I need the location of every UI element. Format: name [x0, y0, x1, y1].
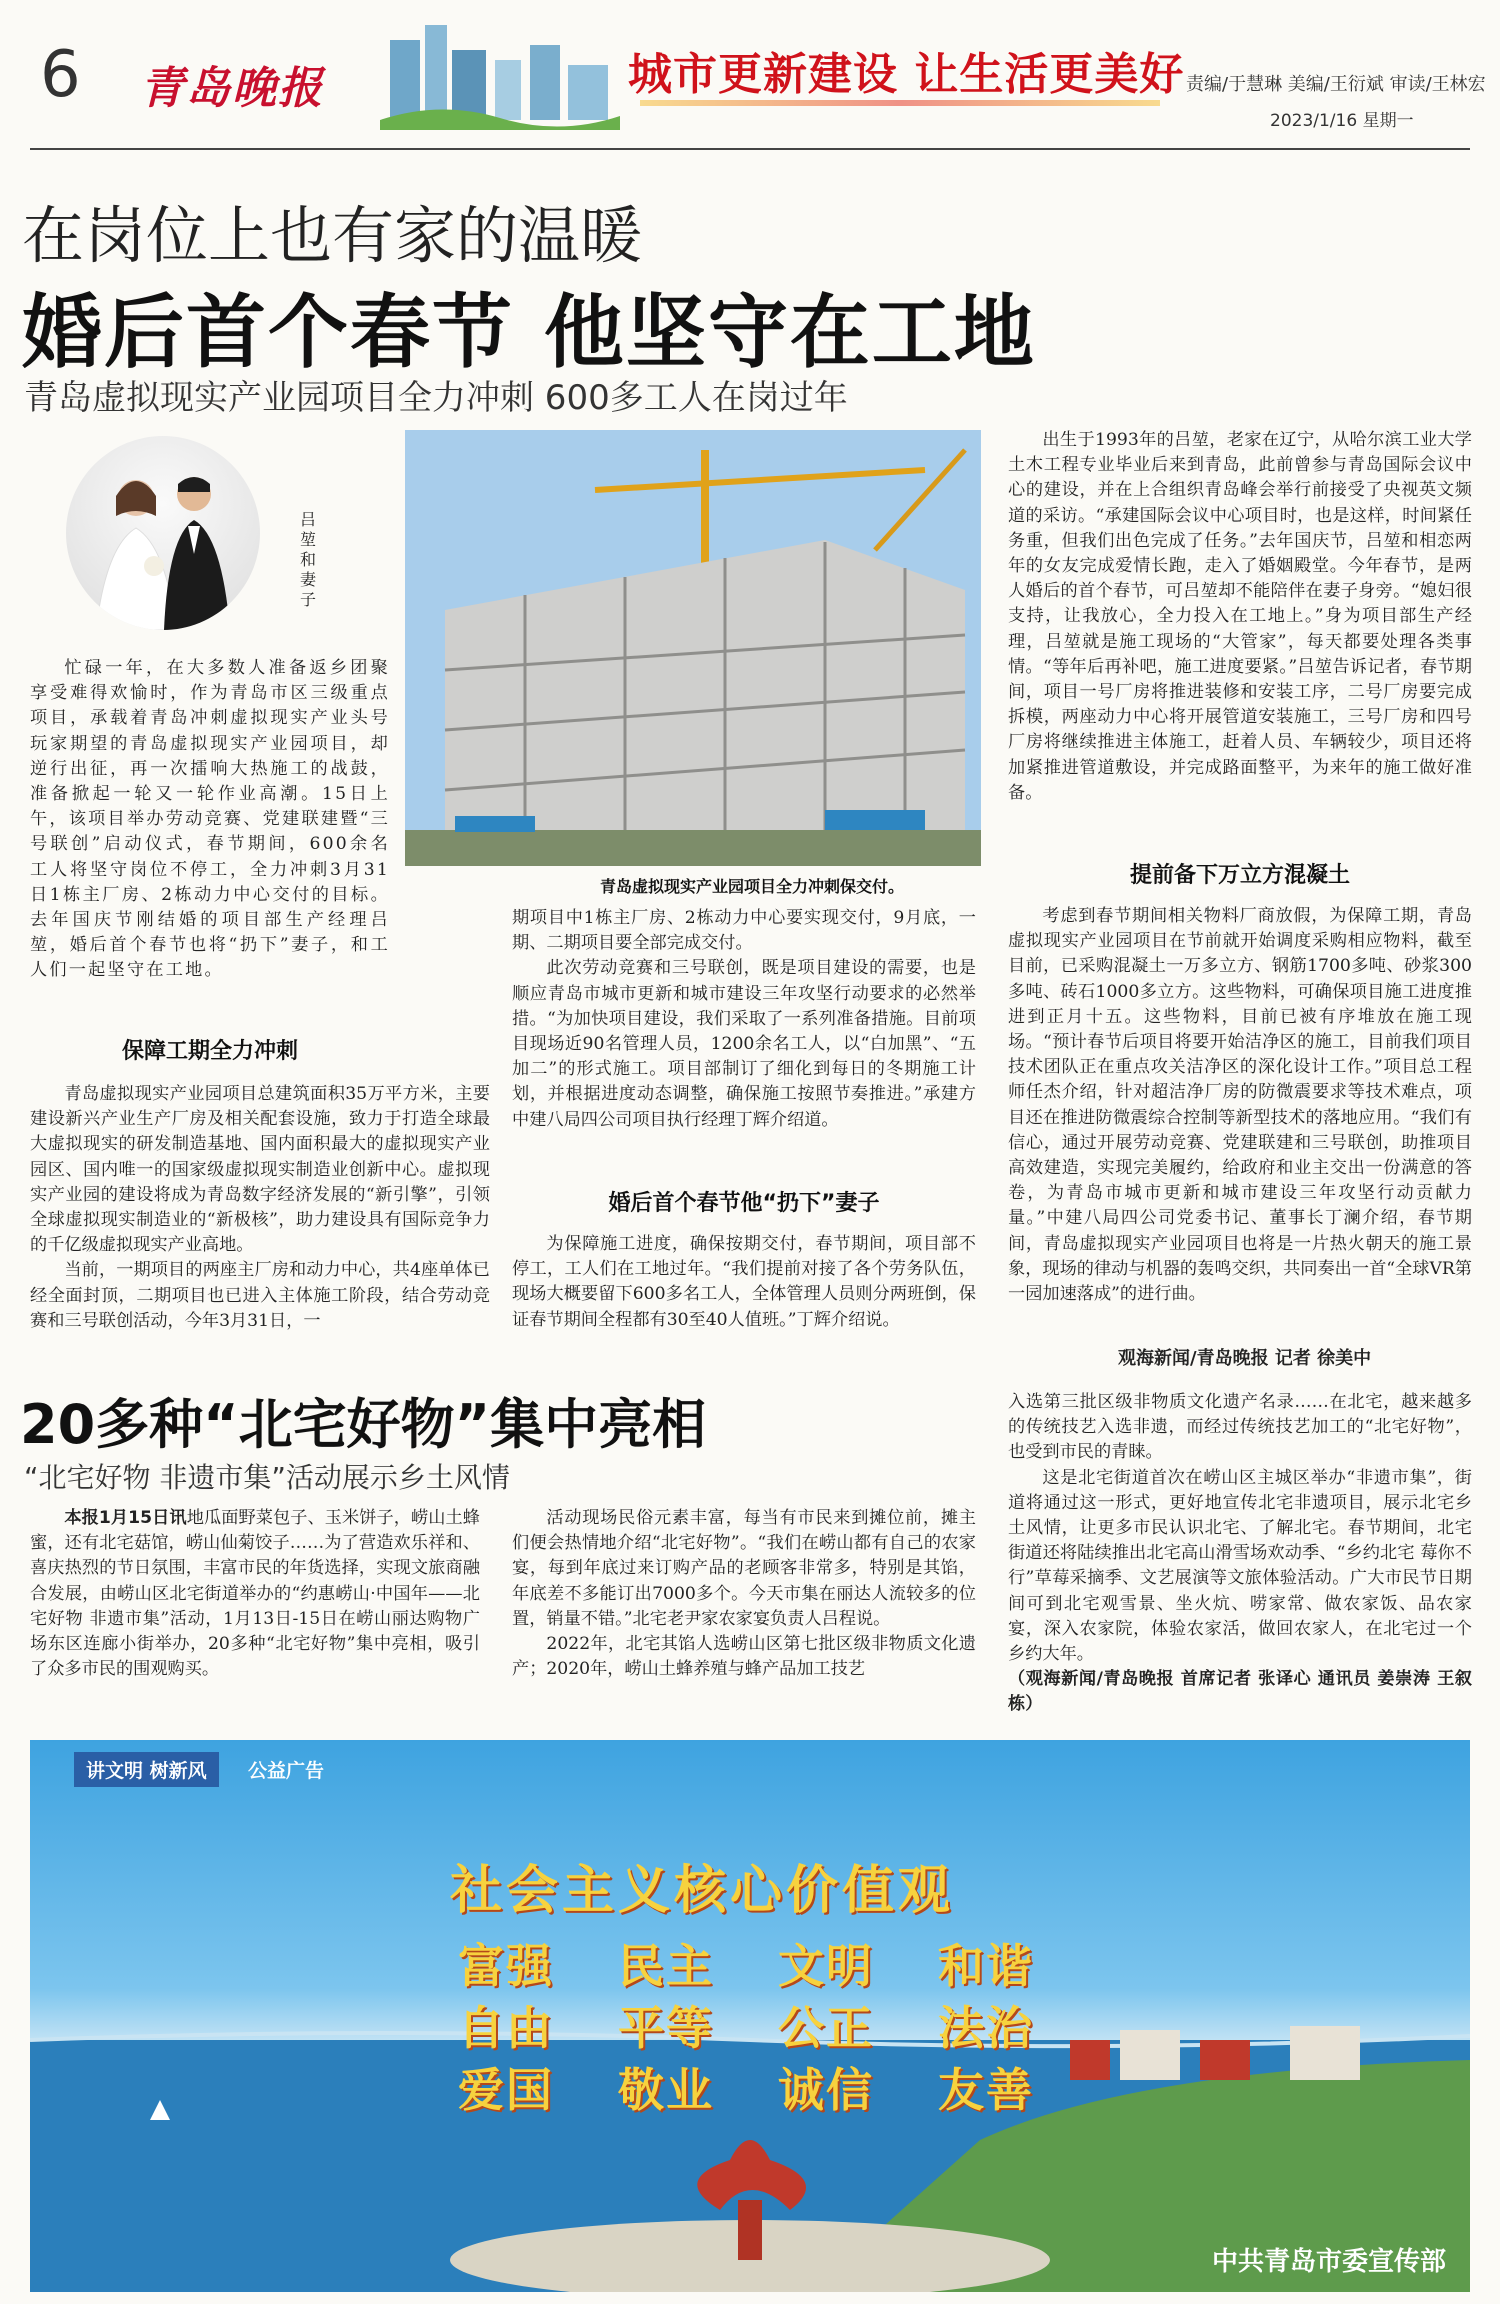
- story1-col1-intro: [30, 656, 390, 984]
- issue-date: 2023/1/16 星期一: [1270, 111, 1414, 131]
- story1-col3-paragraph1: 出生于1993年的吕堃，老家在辽宁，从哈尔滨工业大学土木工程专业毕业后来到青岛，此前曾参与青岛国际会议中心的建设，并在上合组织青岛峰会举行前接受了央视英文频道的采访。“承建国际会议中心项目时，也是这样，时间紧任务重，但我们出色完成了任务。”去年国庆节，吕堃和相恋两年的女友完成爱情长跑，走入了婚姻殿堂。今年春节，是两人婚后的首个春节，可吕堃却不能陪伴在妻子身旁。“媳妇很支持，让我放心，全力投入在工地上。”身为项目部生产经理，吕堃就是施工现场的“大管家”，每天都要处理各类事情。“等年后再补吧，施工进度要紧。”吕堃告诉记者，春节期间，项目一号厂房将推进装修和安装工序，二号厂房要完成拆模，两座动力中心将开展管道安装施工，三号厂房和四号厂房将继续推进主体施工，赶着人员、车辆较少，项目还将加紧推进管道敷设，并完成路面整平，为来年的施工做好准备。: [1008, 430, 1472, 803]
- story1-col2-paragraph3: 为保障施工进度，确保按期交付，春节期间，项目部不停工，工人们在工地过年。“我们提前对接了各个劳务队伍，现场大概要留下600多名工人，全体管理人员则分两班倒，保证春节期间全程都有30至40人值班。”丁辉介绍说。: [512, 1234, 976, 1330]
- ad-tag: 讲文明 树新风: [74, 1752, 219, 1787]
- story1-col1-body: [30, 1082, 490, 1334]
- core-value: 诚信: [778, 2063, 874, 2117]
- city-skyline-illustration: [380, 20, 620, 130]
- seaside-scene-image: [30, 1740, 1470, 2292]
- story1-section2-heading: 婚后首个春节他“扔下”妻子: [608, 1191, 880, 1216]
- story2-col1: [30, 1506, 480, 1682]
- core-value: 文明: [778, 1939, 874, 1993]
- story1-byline: 观海新闻/青岛晚报 记者 徐美中: [1118, 1348, 1372, 1369]
- story1-col3-body2: [1008, 904, 1472, 1307]
- story2-col2-paragraph1: 活动现场民俗元素丰富，每当有市民来到摊位前，摊主们便会热情地介绍“北宅好物”。“我们在崂山都有自己的农家宴，每到年底过来订购产品的老顾客非常多，特别是其馅，年底差不多能订出7000多个。今天市集在丽达人流较多的位置，销量不错。”北宅老尹家农家宴负责人吕程说。: [512, 1508, 976, 1629]
- core-value: 自由: [458, 2001, 554, 2055]
- section-slogan: 城市更新建设 让生活更美好: [628, 49, 1185, 100]
- story1-col3-paragraph2: 考虑到春节期间相关物料厂商放假，为保障工期，青岛虚拟现实产业园项目在节前就开始调度采购相应物料，截至目前，已采购混凝土一万多立方、钢筋1700多吨、砂浆300多吨、砖石1000多立方。这些物料，可确保项目施工进度推进到正月十五。这些物料，目前已被有序堆放在施工现场。“预计春节后项目将要开始洁净区的施工，目前我们项目技术团队正在重点攻关洁净区的深化设计工作。”项目总工程师任杰介绍，针对超洁净厂房的防微震要求等技术难点，项目还在推进防微震综合控制等新型技术的落地应用。“我们有信心，通过开展劳动竞赛、党建联建和三号联创，助推项目高效建造，实现完美履约，给政府和业主交出一份满意的答卷，为青岛市城市更新和城市建设三年攻坚行动贡献力量。”中建八局四公司党委书记、董事长丁澜介绍，春节期间，青岛虚拟现实产业园项目也将是一片热火朝天的施工景象，现场的律动与机器的轰鸣交织，共同奏出一首“全球VR第一园加速落成”的进行曲。: [1008, 906, 1472, 1305]
- core-value: 富强: [458, 1939, 554, 1993]
- story1-col2-paragraph2: 此次劳动竞赛和三号联创，既是项目建设的需要，也是顺应青岛市城市更新和城市建设三年攻坚行动要求的必然举措。“为加快项目建设，我们采取了一系列准备措施。目前项目现场近90名管理人员，1200余名工人，以“白加黑”、“五加二”的形式施工。项目部制订了细化到每日的冬期施工计划，并根据进度动态调整，确保施工按照节奏推进。”承建方中建八局四公司项目执行经理丁辉介绍道。: [512, 958, 976, 1130]
- editor-credits: 责编/于慧琳 美编/王衍斌 审读/王林宏: [1186, 74, 1486, 95]
- story2-dateline: 本报1月15日讯: [64, 1508, 187, 1528]
- story2-col1-text: 地瓜面野菜包子、玉米饼子，崂山土蜂蜜，还有北宅菇馆，崂山仙菊饺子……为了营造欢乐祥和、喜庆热烈的节日氛围，丰富市民的年货选择，实现文旅商融合发展，由崂山区北宅街道举办的“约惠崂山·中国年——北宅好物 非遗市集”活动，1月13日-15日在崂山丽达购物广场东区连廊小街举办，20多种“北宅好物”集中亮相，吸引了众多市民的围观购买。: [30, 1508, 480, 1680]
- core-value: 友善: [938, 2063, 1034, 2117]
- couple-portrait: [66, 436, 260, 630]
- story1-sec1-paragraph2: 当前，一期项目的两座主厂房和动力中心，共4座单体已经全面封顶，二期项目也已进入主体施工阶段，结合劳动竞赛和三号联创活动，今年3月31日，一: [30, 1260, 490, 1331]
- story1-sec1-paragraph1: 青岛虚拟现实产业园项目总建筑面积35万平方米，主要建设新兴产业生产厂房及相关配套设施，致力于打造全球最大虚拟现实的研发制造基地、国内面积最大的虚拟现实产业园区、国内唯一的国家级虚拟现实制造业创新中心。虚拟现实产业园的建设将成为青岛数字经济发展的“新引擎”，引领全球虚拟现实制造业的“新极核”，助力建设具有国际竞争力的千亿级虚拟现实产业高地。: [30, 1084, 490, 1256]
- public-service-ad: [30, 1740, 1470, 2292]
- core-value: 和谐: [938, 1939, 1034, 1993]
- story1-subhead: 青岛虚拟现实产业园项目全力冲刺 600多工人在岗过年: [24, 378, 848, 418]
- portrait-caption: 吕堃和妻子: [300, 510, 317, 609]
- story1-section3-heading: 提前备下万立方混凝土: [1129, 863, 1350, 888]
- ad-tag-label: 公益广告: [248, 1760, 325, 1782]
- story1-col2-body: [512, 906, 976, 1133]
- story2-col3-paragraph1: 入选第三批区级非物质文化遗产名录……在北宅，越来越多的传统技艺入选非遗，而经过传统技艺加工的“北宅好物”，也受到市民的青睐。: [1008, 1392, 1472, 1463]
- masthead-logo: 青岛晚报: [140, 63, 324, 114]
- story2-byline: （观海新闻/青岛晚报 首席记者 张译心 通讯员 姜崇涛 王叙栋）: [1008, 1669, 1472, 1715]
- photo-caption: 青岛虚拟现实产业园项目全力冲刺保交付。: [600, 877, 905, 896]
- page-number: 6: [40, 38, 81, 112]
- core-value: 平等: [618, 2001, 714, 2055]
- story2-col2-paragraph2: 2022年，北宅其馅人选崂山区第七批区级非物质文化遗产；2020年，崂山土蜂养殖与蜂产品加工技艺: [512, 1634, 976, 1680]
- core-value: 公正: [778, 2001, 874, 2055]
- story1-headline: 婚后首个春节 他坚守在工地: [22, 286, 1036, 379]
- story2-col3: [1008, 1390, 1472, 1718]
- construction-site-image: [405, 430, 981, 866]
- story2-headline: 20多种“北宅好物”集中亮相: [20, 1393, 707, 1456]
- story2-subhead: “北宅好物 非遗市集”活动展示乡土风情: [24, 1461, 510, 1494]
- story2-col2: [512, 1506, 976, 1682]
- core-value: 法治: [938, 2001, 1034, 2055]
- slogan-underline: [640, 100, 1160, 106]
- story1-col3-body: [1008, 428, 1472, 806]
- core-value: 敬业: [618, 2063, 714, 2117]
- construction-photo: [405, 430, 981, 866]
- couple-portrait-image: [66, 436, 260, 630]
- story1-section1-heading: 保障工期全力冲刺: [121, 1039, 298, 1064]
- ad-sponsor: 中共青岛市委宣传部: [1211, 2247, 1446, 2277]
- header-rule: [30, 148, 1470, 150]
- story2-col3-paragraph2: 这是北宅街道首次在崂山区主城区举办“非遗市集”，街道将通过这一形式，更好地宣传北宅非遗项目，展示北宅乡土风情，让更多市民认识北宅、了解北宅。春节期间，北宅街道还将陆续推出北宅高山滑雪场欢动季、“乡约北宅 莓你不行”草莓采摘季、文艺展演等文旅体验活动。广大市民节日期间可到北宅观雪景、坐火炕、唠家常、做农家饭、品农家宴，深入农家院，体验农家活，做回农家人，在北宅过一个乡约大年。: [1008, 1467, 1472, 1665]
- core-value: 爱国: [458, 2063, 554, 2117]
- story1-col2-body2: [512, 1232, 976, 1333]
- story1-intro-paragraph: 忙碌一年，在大多数人准备返乡团聚享受难得欢愉时，作为青岛市区三级重点项目，承载着青岛冲刺虚拟现实产业头号玩家期望的青岛虚拟现实产业园项目，却逆行出征，再一次擂响大热施工的战鼓，准备掀起一轮又一轮作业高潮。15日上午，该项目举办劳动竞赛、党建联建暨“三号联创”启动仪式，春节期间，600余名工人将坚守岗位不停工，全力冲刺3月31日1栋主厂房、2栋动力中心交付的目标。去年国庆节刚结婚的项目部生产经理吕堃，婚后首个春节也将“扔下”妻子，和工人们一起坚守在工地。: [30, 658, 390, 981]
- ad-title: 社会主义核心价值观: [450, 1861, 955, 1921]
- core-value: 民主: [618, 1939, 714, 1993]
- story1-kicker: 在岗位上也有家的温暖: [22, 199, 643, 272]
- story1-col2-paragraph1: 期项目中1栋主厂房、2栋动力中心要实现交付，9月底，一期、二期项目要全部完成交付。: [512, 908, 976, 954]
